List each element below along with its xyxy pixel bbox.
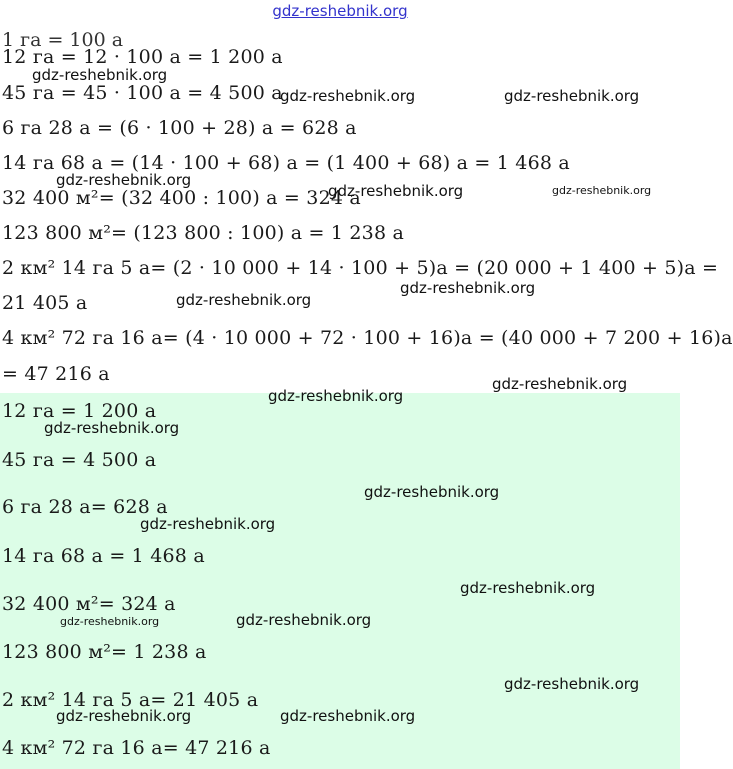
watermark: gdz-reshebnik.org — [140, 515, 276, 533]
watermark: gdz-reshebnik.org — [504, 87, 640, 105]
solution-line-5: 32 400 м²= (32 400 : 100) а = 324 а — [2, 187, 361, 209]
solution-line-10: = 47 216 а — [2, 363, 110, 385]
watermark: gdz-reshebnik.org — [56, 171, 192, 189]
watermark: gdz-reshebnik.org — [328, 182, 464, 200]
watermark: gdz-reshebnik.org — [492, 375, 628, 393]
solution-line-3: 6 га 28 а = (6 · 100 + 28) а = 628 а — [2, 117, 357, 139]
answer-line-5: 32 400 м²= 324 а — [2, 593, 176, 615]
solution-line-2: 45 га = 45 · 100 а = 4 500 а — [2, 82, 283, 104]
watermark: gdz-reshebnik.org — [176, 291, 312, 309]
watermark: gdz-reshebnik.org — [504, 675, 640, 693]
watermark: gdz-reshebnik.org — [400, 279, 536, 297]
solution-line-9: 4 км² 72 га 16 а= (4 · 10 000 + 72 · 100 + 16)а = (40 000 + 7 200 + 16)а — [2, 327, 733, 349]
solution-line-4: 14 га 68 а = (14 · 100 + 68) а = (1 400 + 68) а = 1 468 а — [2, 152, 570, 174]
solution-line-1: 12 га = 12 · 100 а = 1 200 а — [2, 46, 283, 68]
watermark: gdz-reshebnik.org — [364, 483, 500, 501]
answer-line-8: 4 км² 72 га 16 а= 47 216 а — [2, 737, 271, 759]
watermark: gdz-reshebnik.org — [280, 707, 416, 725]
solution-line-6: 123 800 м²= (123 800 : 100) а = 1 238 а — [2, 222, 405, 244]
answer-line-6: 123 800 м²= 1 238 а — [2, 641, 207, 663]
answer-line-2: 45 га = 4 500 а — [2, 449, 157, 471]
watermark: gdz-reshebnik.org — [60, 615, 160, 628]
watermark: gdz-reshebnik.org — [280, 87, 416, 105]
watermark: gdz-reshebnik.org — [56, 707, 192, 725]
answer-line-3: 6 га 28 а= 628 а — [2, 496, 168, 518]
cut-off-line: 1 га = 100 а — [2, 29, 124, 51]
watermark: gdz-reshebnik.org — [552, 184, 652, 197]
answer-line-4: 14 га 68 а = 1 468 а — [2, 545, 205, 567]
watermark: gdz-reshebnik.org — [268, 387, 404, 405]
watermark: gdz-reshebnik.org — [236, 611, 372, 629]
watermark: gdz-reshebnik.org — [44, 419, 180, 437]
solution-line-7: 2 км² 14 га 5 а= (2 · 10 000 + 14 · 100 + 5)а = (20 000 + 1 400 + 5)а = — [2, 257, 719, 279]
answer-line-7: 2 км² 14 га 5 а= 21 405 а — [2, 689, 259, 711]
site-link[interactable]: gdz-reshebnik.org — [272, 2, 408, 20]
watermark: gdz-reshebnik.org — [32, 66, 168, 84]
solution-line-8: 21 405 а — [2, 292, 88, 314]
watermark: gdz-reshebnik.org — [460, 579, 596, 597]
answer-line-1: 12 га = 1 200 а — [2, 400, 157, 422]
